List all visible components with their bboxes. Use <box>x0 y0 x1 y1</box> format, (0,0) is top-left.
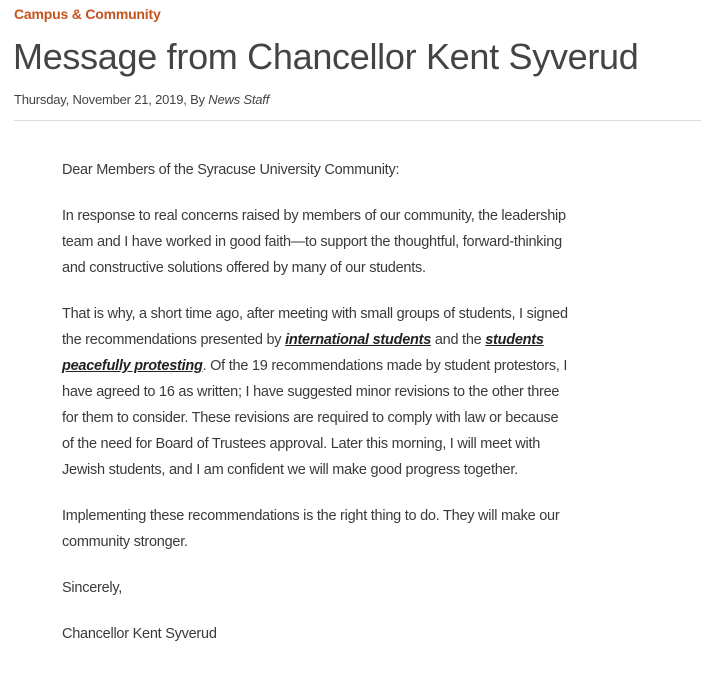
closing: Sincerely, <box>62 580 123 596</box>
international-students-link[interactable]: international students <box>285 332 432 348</box>
signature: Chancellor Kent Syverud <box>62 626 217 642</box>
page-title: Message from Chancellor Kent Syverud <box>13 36 639 77</box>
paragraph-2-text-b: and the <box>431 332 486 348</box>
header-divider <box>14 120 701 121</box>
paragraph-2-text-c: . Of the 19 recommendations made by student protestors, I have agreed to 16 as written; I have suggested minor revisions to the other three for them to consider. These revisions are required to comply with law or because of the need for Board of Trustees approval. Later this morning, I will meet with Jewish students, and I am confident we will make good progress together. <box>62 358 568 478</box>
publish-date: Thursday, November 21, 2019, <box>14 92 187 107</box>
byline-author: News Staff <box>208 92 270 107</box>
salutation: Dear Members of the Syracuse University Community: <box>62 162 400 178</box>
byline-by: By <box>190 92 205 107</box>
article-body <box>62 157 572 667</box>
students-peacefully-protesting-link[interactable]: students peacefully protesting <box>62 332 544 374</box>
paragraph-2-text-a: That is why, a short time ago, after meeting with small groups of students, I signed the recommendations presented by <box>62 306 568 348</box>
paragraph-1: In response to real concerns raised by members of our community, the leadership team and I have worked in good faith—to support the thoughtful, forward-thinking and constructive solutions offered by many of our students. <box>62 208 566 276</box>
paragraph-3: Implementing these recommendations is the right thing to do. They will make our community stronger. <box>62 508 560 550</box>
byline <box>14 92 269 107</box>
paragraph-2 <box>62 301 572 483</box>
category-link[interactable]: Campus & Community <box>14 6 161 22</box>
